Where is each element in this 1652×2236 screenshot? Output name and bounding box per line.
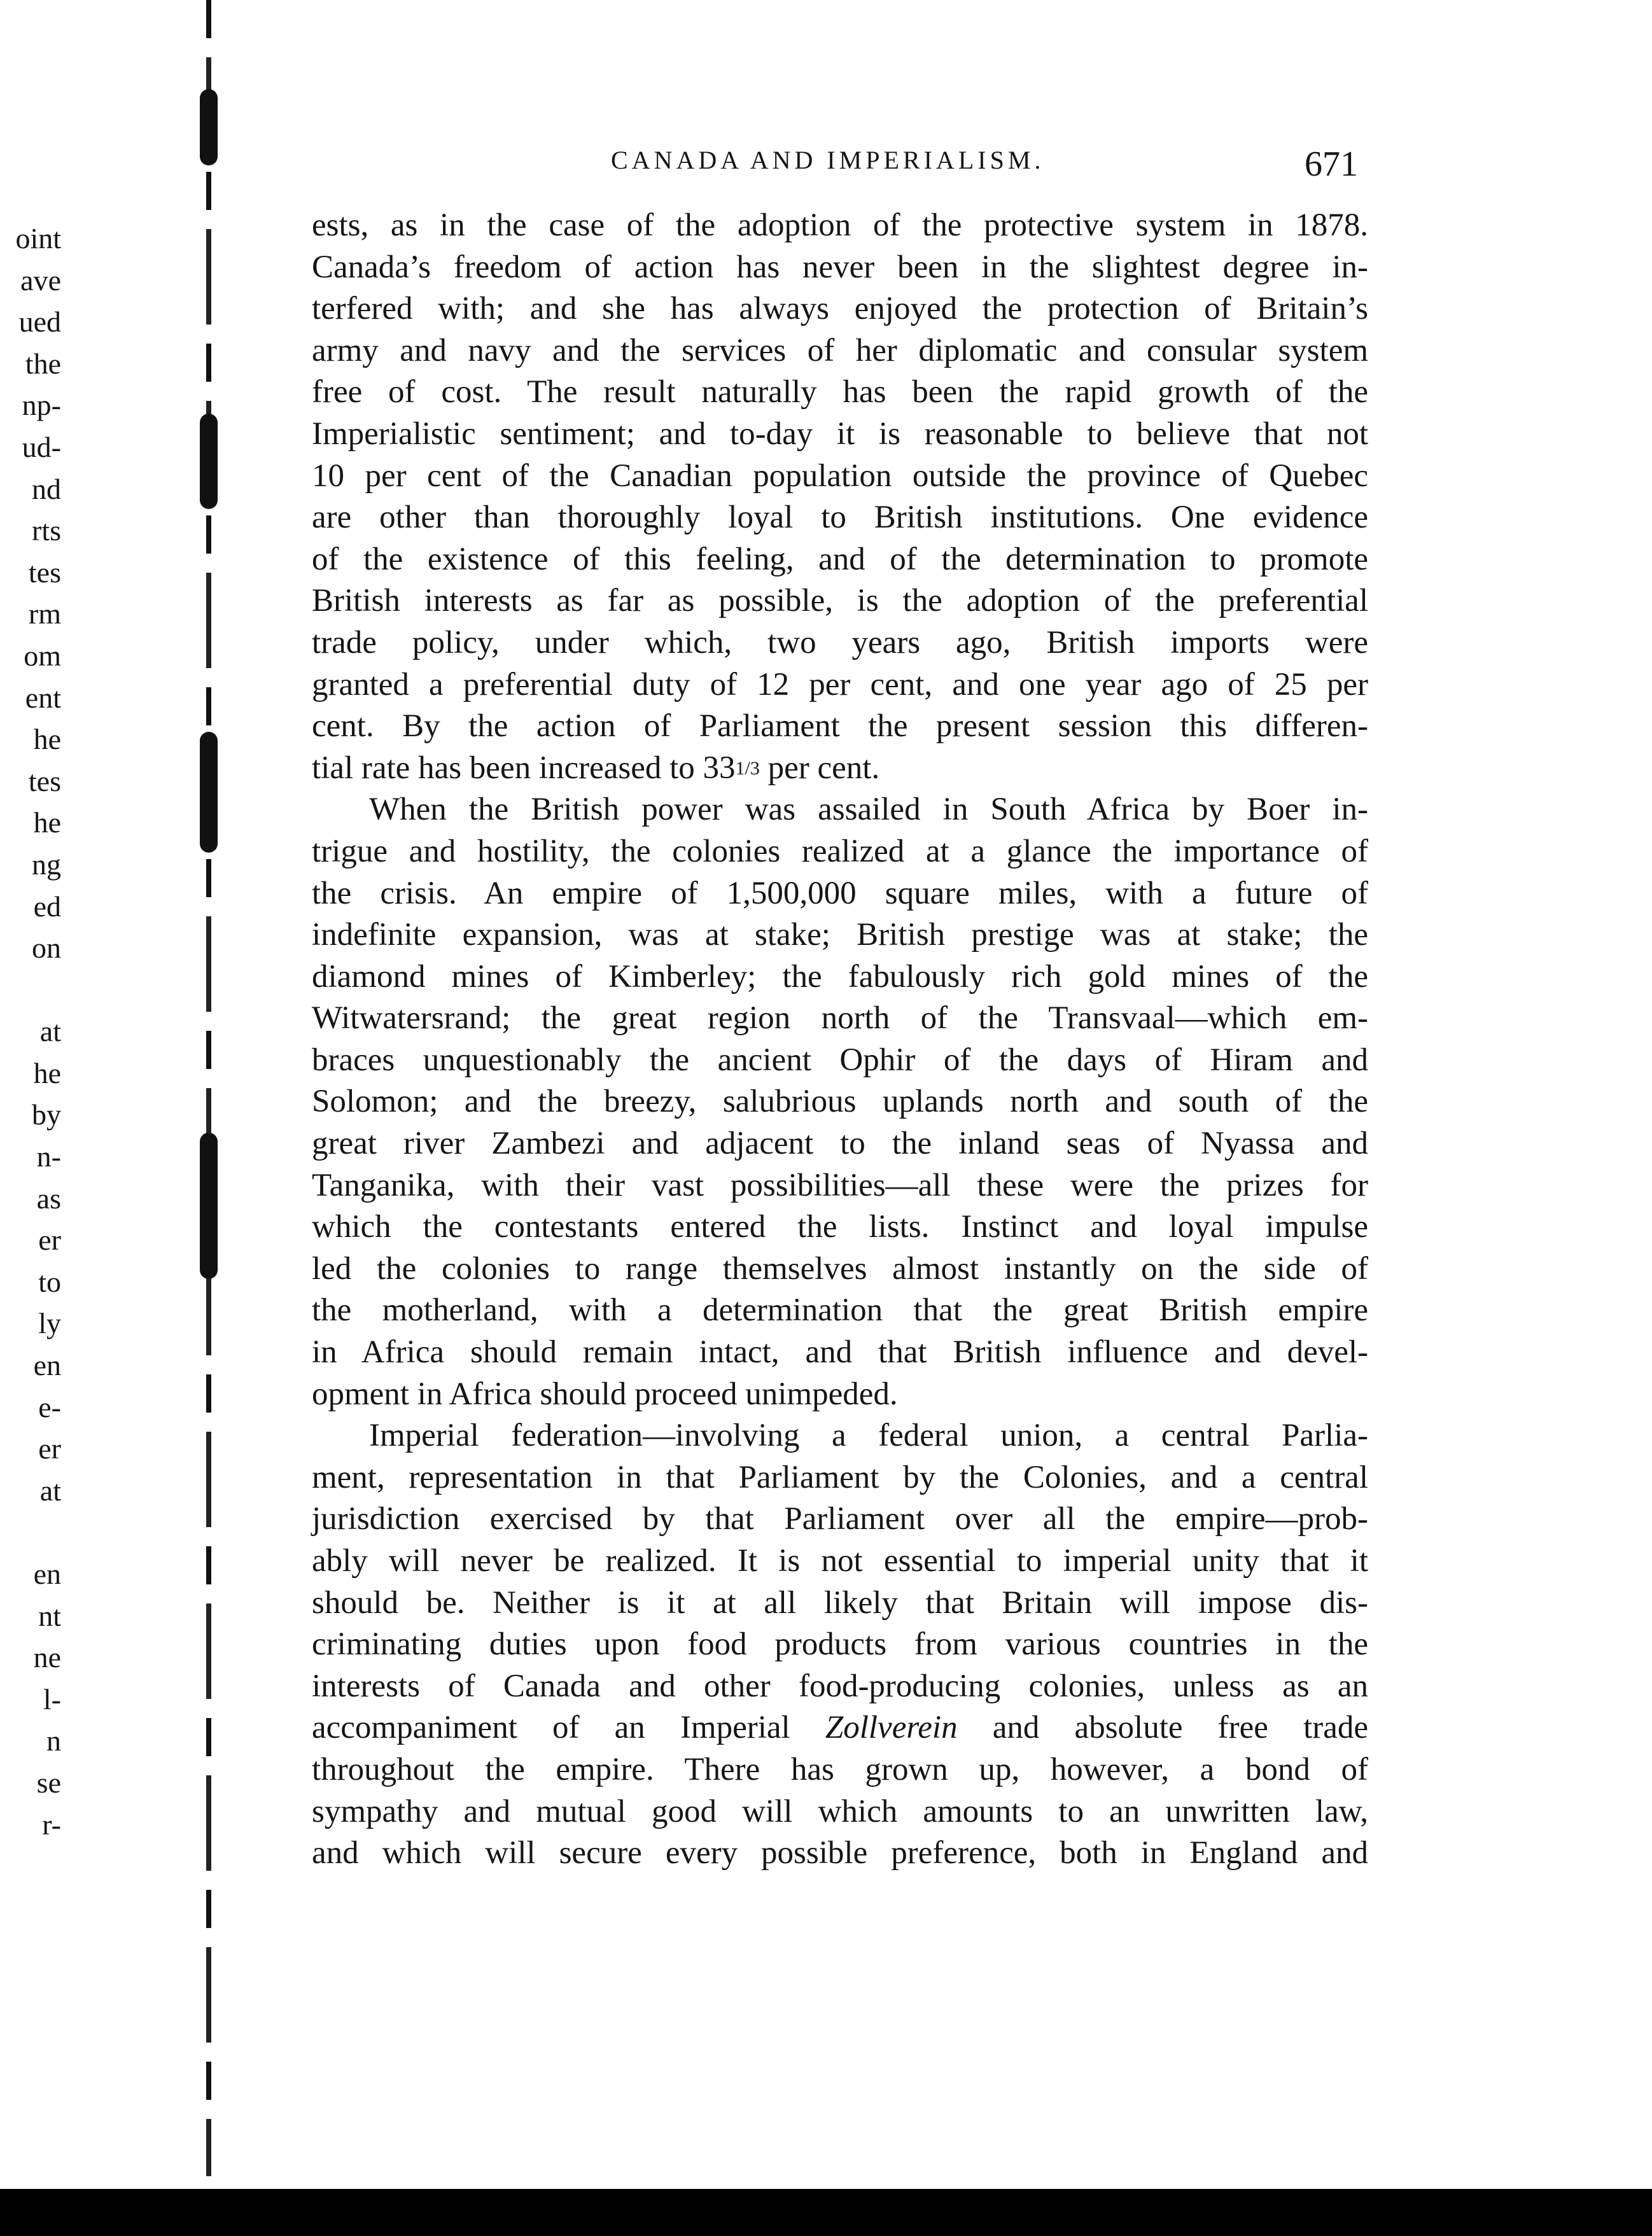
margin-fragment: ued	[18, 305, 61, 339]
text-line	[312, 1081, 1368, 1123]
margin-fragment	[0, 969, 61, 1011]
text-line	[312, 1457, 1368, 1499]
margin-fragment: om	[24, 639, 61, 672]
text-line	[312, 1374, 1368, 1416]
text-line	[312, 1123, 1368, 1165]
line-text: opment in Africa should proceed unimpeded.	[312, 1376, 898, 1412]
line-text: free of cost. The result naturally has been the rapid growth of the	[312, 374, 1368, 410]
text-line	[312, 456, 1368, 498]
text-line	[312, 1499, 1368, 1541]
margin-fragment: er	[38, 1224, 61, 1257]
text-line	[312, 956, 1368, 998]
text-line	[312, 1165, 1368, 1207]
italic-term: Zollverein	[825, 1710, 958, 1746]
gutter-ink-blot	[200, 89, 218, 165]
text-line	[312, 580, 1368, 622]
running-head: CANADA AND IMPERIALISM.	[611, 146, 1045, 174]
margin-fragment: e-	[38, 1390, 61, 1423]
line-text: ably will never be realized. It is not essential to imperial unity that it	[312, 1543, 1368, 1579]
text-line	[312, 664, 1368, 706]
text-line	[312, 1624, 1368, 1666]
text-line	[312, 288, 1368, 330]
text-line	[312, 330, 1368, 372]
line-text: Canada’s freedom of action has never been in the slightest degree in-	[312, 249, 1368, 285]
text-line	[312, 873, 1368, 915]
margin-fragment: se	[36, 1766, 61, 1799]
text-line	[312, 1707, 1368, 1749]
text-line	[312, 372, 1368, 414]
binding-gutter	[191, 0, 229, 2236]
text-line	[312, 497, 1368, 539]
line-text: British interests as far as possible, is the adoption of the preferential	[312, 583, 1368, 619]
line-text: should be. Neither is it at all likely that Britain will impose dis-	[312, 1584, 1368, 1621]
text-line	[312, 998, 1368, 1040]
margin-fragment: n	[46, 1724, 61, 1757]
line-text: great river Zambezi and adjacent to the inland seas of Nyassa and	[312, 1126, 1368, 1162]
line-text: Solomon; and the breezy, salubrious uplands north and south of the	[312, 1084, 1368, 1120]
margin-fragment: ly	[38, 1307, 61, 1340]
text-line	[312, 789, 1368, 831]
line-text: granted a preferential duty of 12 per cent, and one year ago of 25 per	[312, 666, 1368, 702]
text-line	[312, 247, 1368, 289]
line-text-after: and absolute free trade	[957, 1710, 1368, 1746]
line-text: of the existence of this feeling, and of the determination to promote	[312, 541, 1368, 577]
line-text: When the British power was assailed in South Africa by Boer in-	[369, 792, 1368, 828]
gutter-ink-blot	[200, 1133, 218, 1279]
margin-fragment: n-	[36, 1140, 61, 1173]
margin-fragment: he	[33, 806, 61, 839]
text-line	[312, 622, 1368, 664]
text-line	[312, 1749, 1368, 1791]
text-line	[312, 539, 1368, 581]
scan-bottom-edge	[0, 2189, 1652, 2236]
facing-page-fragments	[0, 218, 61, 1845]
line-text: are other than thoroughly loyal to British institutions. One evidence	[312, 500, 1368, 536]
line-text: army and navy and the services of her diplomatic and consular system	[312, 332, 1368, 368]
line-text: braces unquestionably the ancient Ophir of the days of Hiram and	[312, 1042, 1368, 1078]
text-line	[312, 706, 1368, 748]
margin-fragment: er	[38, 1432, 61, 1465]
margin-fragment: en	[33, 1558, 61, 1590]
line-text: terfered with; and she has always enjoyed the protection of Britain’s	[312, 291, 1368, 327]
line-text-after: per cent.	[759, 750, 880, 786]
text-line	[312, 748, 1368, 790]
line-text: Imperial federation—involving a federal union, a central Parlia-	[369, 1418, 1368, 1454]
text-line	[312, 831, 1368, 873]
text-line	[312, 1415, 1368, 1457]
line-text: cent. By the action of Parliament the present session this differen-	[312, 708, 1368, 744]
text-line	[312, 1290, 1368, 1332]
text-line	[312, 205, 1368, 247]
line-text: diamond mines of Kimberley; the fabulously rich gold mines of the	[312, 958, 1368, 995]
line-text: Witwatersrand; the great region north of the Transvaal—which em-	[312, 1000, 1368, 1037]
margin-fragment: he	[33, 723, 61, 756]
margin-fragment: rm	[28, 597, 61, 631]
text-line	[312, 1332, 1368, 1374]
margin-fragment: rts	[32, 514, 61, 547]
margin-fragment: the	[25, 347, 61, 380]
gutter-ink-blot	[200, 414, 218, 509]
line-text: 10 per cent of the Canadian population outside the province of Quebec	[312, 458, 1368, 494]
margin-fragment: oint	[15, 222, 61, 255]
text-line	[312, 914, 1368, 956]
text-line	[312, 1040, 1368, 1082]
margin-fragment: he	[33, 1056, 61, 1089]
fraction: 1/3	[735, 757, 760, 779]
text-line	[312, 414, 1368, 456]
text-line	[312, 1833, 1368, 1875]
margin-fragment: l-	[43, 1682, 61, 1715]
margin-fragment: at	[39, 1015, 61, 1048]
line-text: the motherland, with a determination that the great British empire	[312, 1292, 1368, 1329]
margin-fragment	[0, 1511, 61, 1553]
body-text	[312, 205, 1368, 1875]
margin-fragment: nt	[38, 1599, 61, 1632]
margin-fragment: on	[32, 932, 61, 965]
line-text: Tanganika, with their vast possibilities—all these were the prizes for	[312, 1167, 1368, 1203]
margin-fragment: as	[36, 1182, 61, 1215]
line-text: throughout the empire. There has grown up, however, a bond of	[312, 1751, 1368, 1787]
line-text: and which will secure every possible preference, both in England and	[312, 1835, 1368, 1871]
margin-fragment: ud-	[22, 430, 61, 463]
margin-fragment: by	[32, 1098, 61, 1131]
line-text: sympathy and mutual good will which amounts to an unwritten law,	[312, 1793, 1368, 1829]
margin-fragment: ed	[33, 890, 61, 923]
line-text: led the colonies to range themselves almost instantly on the side of	[312, 1250, 1368, 1287]
margin-fragment: r-	[42, 1808, 61, 1841]
line-text: jurisdiction exercised by that Parliament over all the empire—prob-	[312, 1501, 1368, 1537]
margin-fragment: ne	[33, 1641, 61, 1674]
line-text: interests of Canada and other food-producing colonies, unless as an	[312, 1668, 1368, 1704]
margin-fragment: to	[38, 1265, 61, 1298]
text-line	[312, 1583, 1368, 1625]
margin-fragment: ave	[20, 263, 61, 297]
margin-fragment: tes	[28, 764, 61, 797]
text-line	[312, 1206, 1368, 1248]
margin-fragment: at	[39, 1474, 61, 1507]
margin-fragment: en	[33, 1349, 61, 1382]
gutter-ink-blot	[200, 732, 218, 853]
line-text: the crisis. An empire of 1,500,000 square miles, with a future of	[312, 875, 1368, 911]
line-text: trade policy, under which, two years ago, British imports were	[312, 624, 1368, 660]
text-line	[312, 1248, 1368, 1290]
margin-fragment: ng	[32, 848, 61, 881]
line-text: ment, representation in that Parliament by the Colonies, and a central	[312, 1459, 1368, 1495]
line-text: indefinite expansion, was at stake; British prestige was at stake; the	[312, 917, 1368, 953]
line-text: accompaniment of an Imperial	[312, 1710, 825, 1746]
line-text: which the contestants entered the lists. Instinct and loyal impulse	[312, 1209, 1368, 1245]
line-text: criminating duties upon food products from various countries in the	[312, 1626, 1368, 1663]
line-text: in Africa should remain intact, and that British influence and devel-	[312, 1334, 1368, 1371]
line-text: ests, as in the case of the adoption of the protective system in 1878.	[312, 207, 1368, 243]
gutter-edge-line	[206, 0, 211, 2176]
line-text: tial rate has been increased to 33	[312, 750, 736, 786]
line-text: Imperialistic sentiment; and to-day it is reasonable to believe that not	[312, 416, 1368, 452]
text-line	[312, 1791, 1368, 1833]
line-text: trigue and hostility, the colonies realized at a glance the importance of	[312, 833, 1368, 869]
margin-fragment: tes	[28, 556, 61, 589]
margin-fragment: ent	[25, 681, 61, 714]
text-line	[312, 1666, 1368, 1708]
page-number: 671	[1305, 144, 1358, 184]
text-line	[312, 1541, 1368, 1583]
margin-fragment: np-	[22, 389, 61, 422]
margin-fragment: nd	[32, 472, 61, 505]
